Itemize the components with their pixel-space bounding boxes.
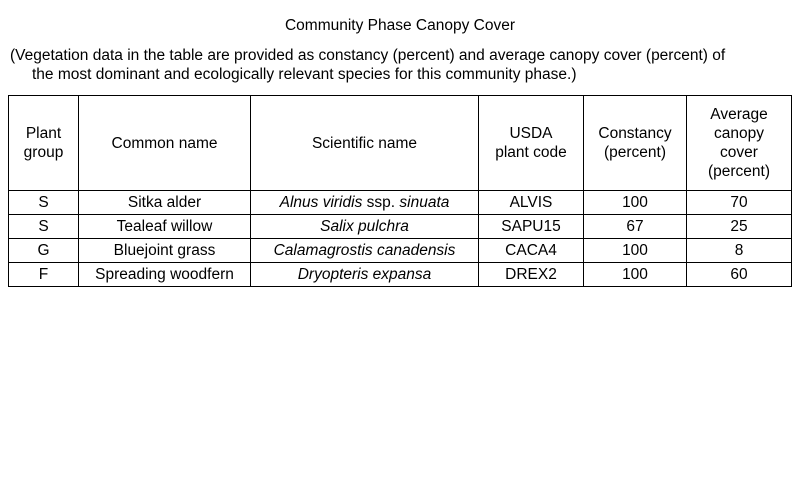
- cell-constancy: 100: [584, 191, 687, 215]
- cell-usda-code: SAPU15: [479, 215, 584, 239]
- cell-canopy-cover: 60: [687, 263, 792, 287]
- cell-usda-code: DREX2: [479, 263, 584, 287]
- header-usda-code: USDA plant code: [479, 96, 584, 191]
- cell-plant-group: G: [9, 239, 79, 263]
- header-common-name: Common name: [79, 96, 251, 191]
- cell-common-name: Spreading woodfern: [79, 263, 251, 287]
- scientific-name-rank: ssp.: [366, 194, 396, 211]
- cell-constancy: 100: [584, 239, 687, 263]
- cell-scientific-name: [251, 263, 479, 287]
- cell-usda-code: CACA4: [479, 239, 584, 263]
- scientific-name-binomial: Salix pulchra: [320, 218, 409, 235]
- cell-constancy: 67: [584, 215, 687, 239]
- cell-canopy-cover: 70: [687, 191, 792, 215]
- cell-plant-group: S: [9, 215, 79, 239]
- cell-plant-group: F: [9, 263, 79, 287]
- page-title: Community Phase Canopy Cover: [284, 17, 516, 34]
- canopy-cover-table: [8, 95, 792, 287]
- table-header-row: [9, 96, 792, 191]
- table-row: [9, 191, 792, 215]
- cell-scientific-name: [251, 215, 479, 239]
- cell-plant-group: S: [9, 191, 79, 215]
- cell-common-name: Bluejoint grass: [79, 239, 251, 263]
- cell-usda-code: ALVIS: [479, 191, 584, 215]
- caption-line-2: the most dominant and ecologically relevant species for this community phase.): [32, 66, 577, 83]
- cell-canopy-cover: 25: [687, 215, 792, 239]
- cell-common-name: Tealeaf willow: [79, 215, 251, 239]
- caption-line-1: (Vegetation data in the table are provided as constancy (percent) and average canopy cover (percent) of: [10, 47, 726, 64]
- cell-scientific-name: [251, 191, 479, 215]
- header-scientific-name: Scientific name: [251, 96, 479, 191]
- table-row: [9, 239, 792, 263]
- table-row: [9, 215, 792, 239]
- cell-scientific-name: [251, 239, 479, 263]
- scientific-name-binomial: Calamagrostis canadensis: [273, 242, 456, 259]
- scientific-name-infraspecific: sinuata: [399, 194, 450, 211]
- cell-constancy: 100: [584, 263, 687, 287]
- scientific-name-binomial: Alnus viridis: [279, 194, 363, 211]
- header-canopy-cover: Average canopy cover (percent): [687, 96, 792, 191]
- scientific-name-binomial: Dryopteris expansa: [297, 266, 432, 283]
- header-plant-group: Plant group: [9, 96, 79, 191]
- header-constancy: Constancy (percent): [584, 96, 687, 191]
- cell-common-name: Sitka alder: [79, 191, 251, 215]
- table-caption: [10, 46, 795, 84]
- table-row: [9, 263, 792, 287]
- cell-canopy-cover: 8: [687, 239, 792, 263]
